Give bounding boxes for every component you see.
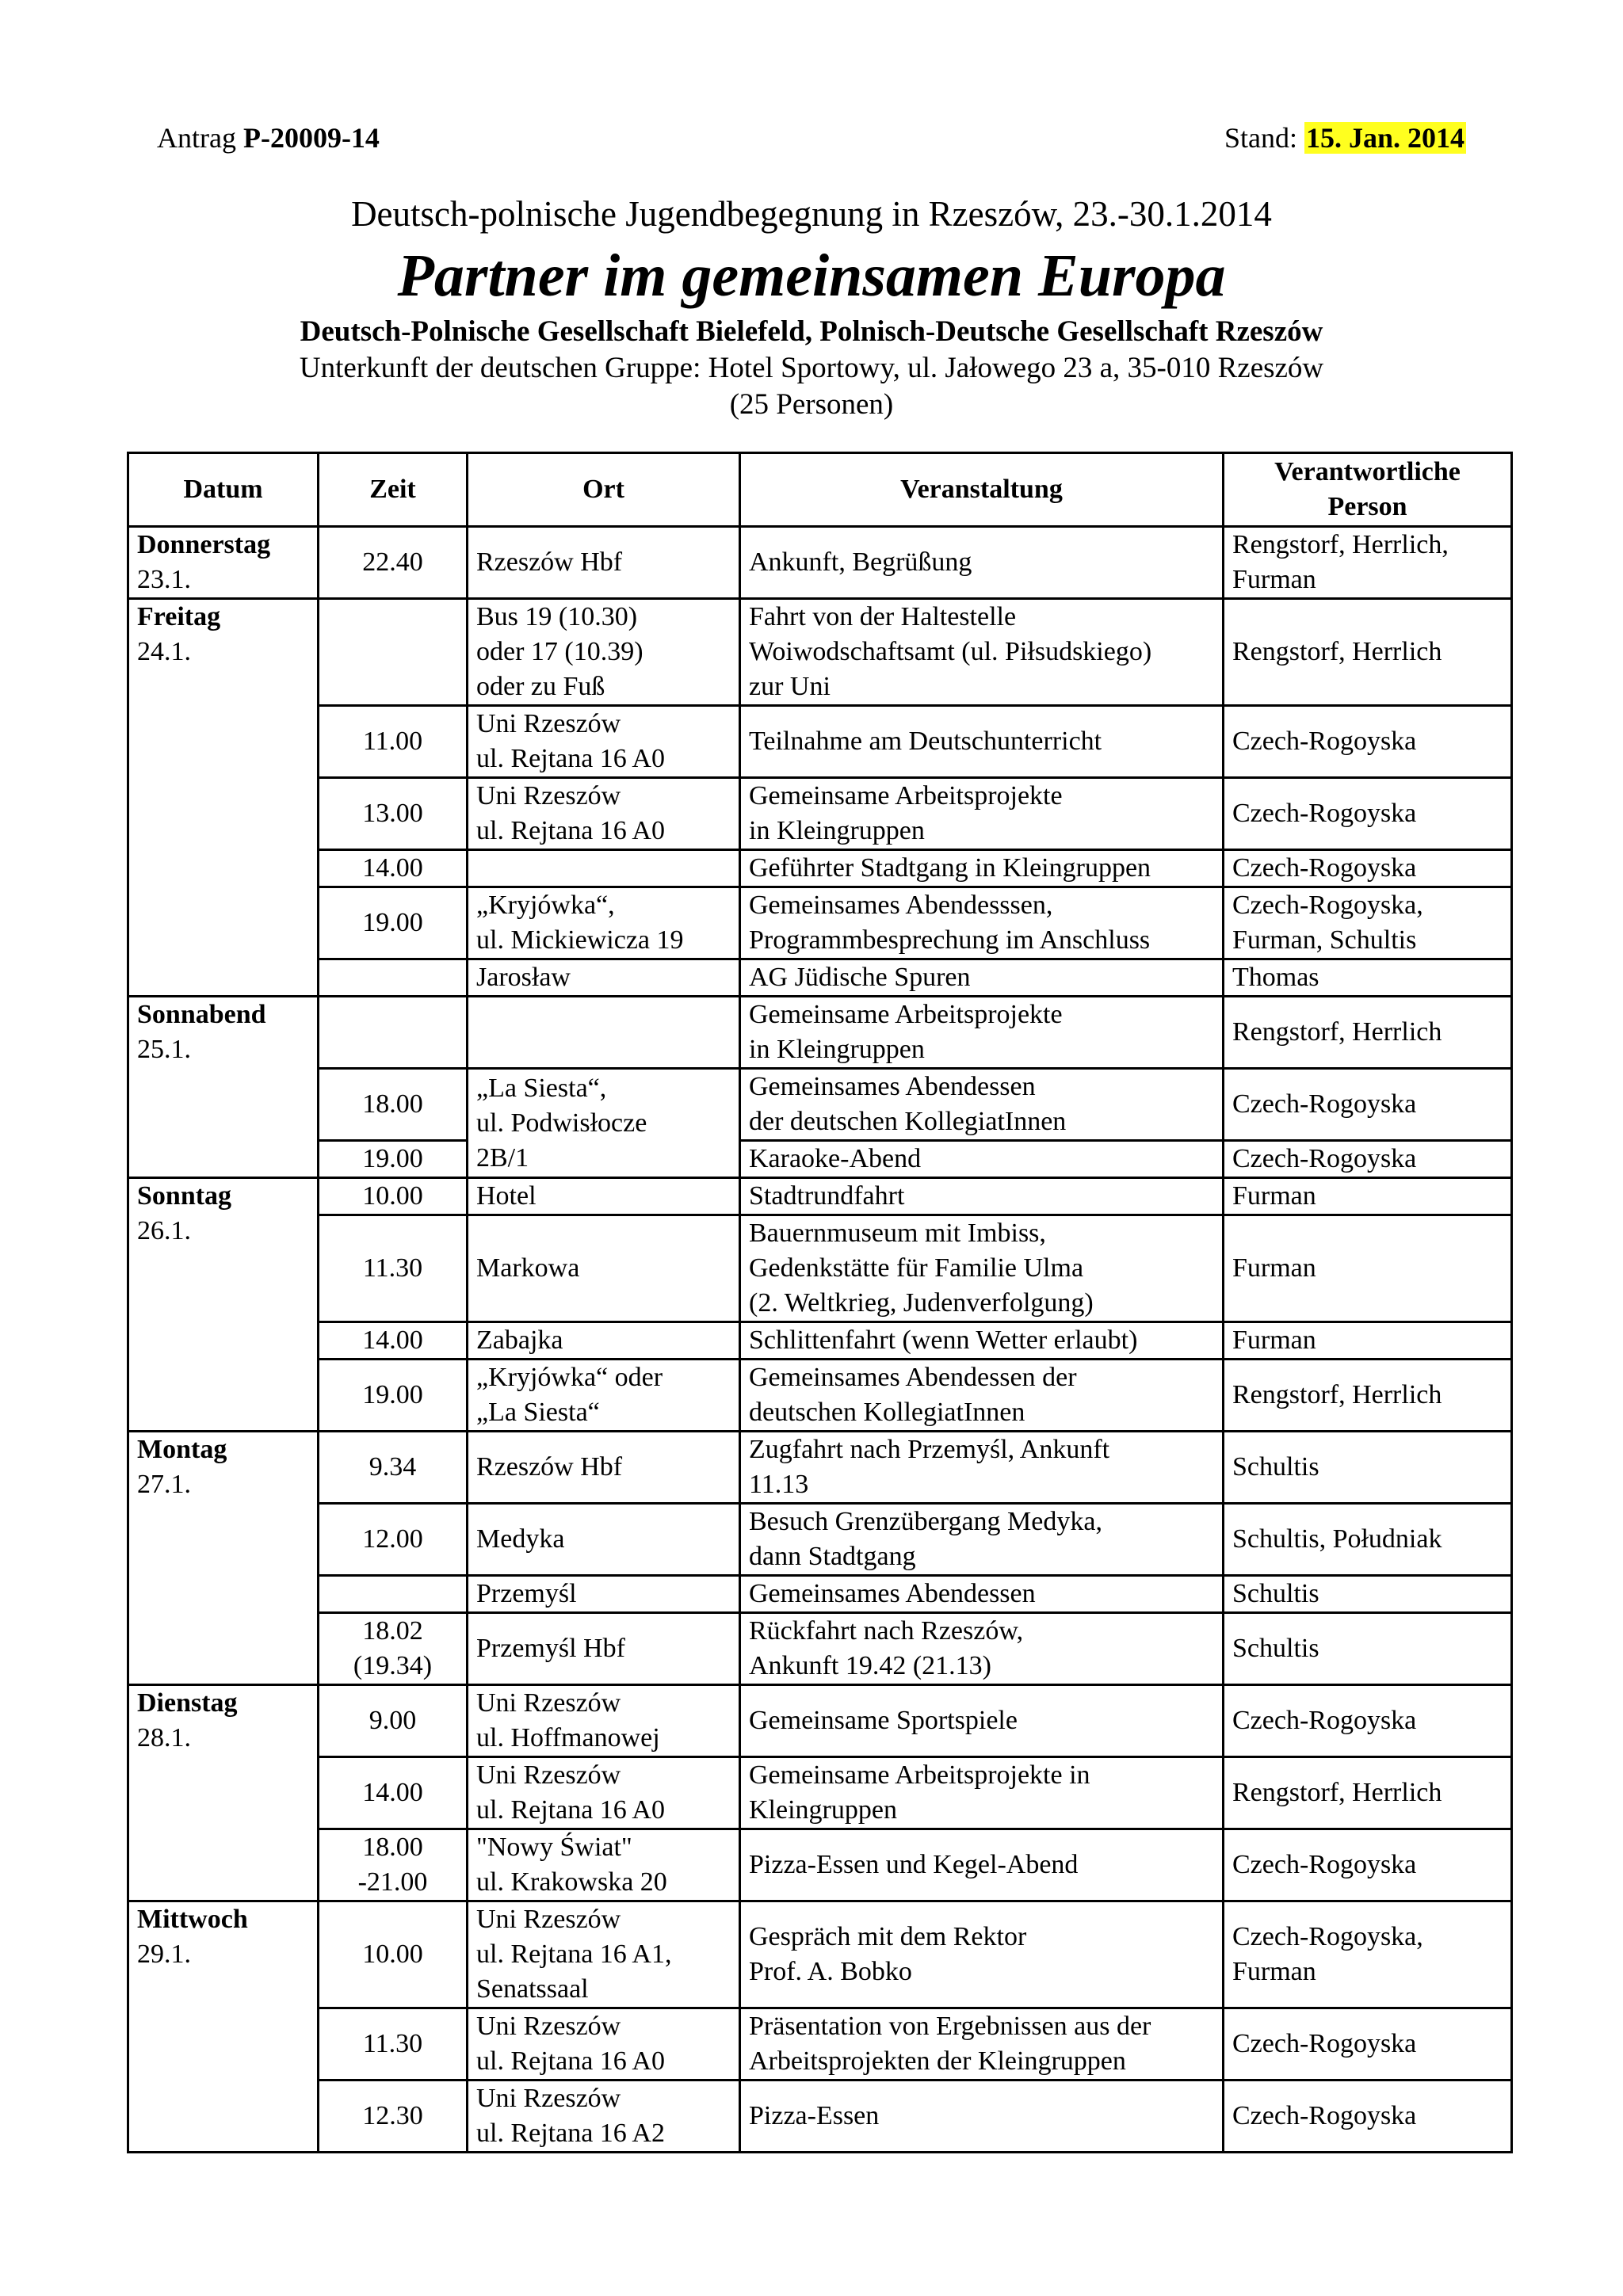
person-cell xyxy=(1224,1685,1512,1757)
cell-line: 18.02 xyxy=(362,1616,423,1646)
day-cell xyxy=(128,1178,319,1432)
cell-line: Gemeinsames Abendesssen, xyxy=(749,891,1053,920)
time-cell xyxy=(319,850,468,887)
time-cell xyxy=(319,599,468,706)
event-subtitle: Deutsch-polnische Jugendbegegnung in Rzeszów, 23.-30.1.2014 xyxy=(351,194,1272,234)
cell-line: ul. Rejtana 16 A0 xyxy=(476,2046,665,2076)
time-cell xyxy=(319,1685,468,1757)
cell-line: (19.34) xyxy=(353,1651,433,1680)
cell-line: Schultis xyxy=(1232,1634,1319,1663)
time-cell xyxy=(319,778,468,850)
person-cell xyxy=(1224,1504,1512,1576)
time-cell xyxy=(319,1141,468,1178)
cell-line: Czech-Rogoyska xyxy=(1232,2101,1417,2130)
day-date: 27.1. xyxy=(137,1470,191,1499)
table-row xyxy=(128,1613,1512,1685)
person-cell xyxy=(1224,1432,1512,1504)
person-cell xyxy=(1224,1901,1512,2008)
cell-line: ul. Krakowska 20 xyxy=(476,1867,667,1897)
time-cell xyxy=(319,1178,468,1215)
day-cell xyxy=(128,1685,319,1901)
cell-line: Gedenkstätte für Familie Ulma xyxy=(749,1253,1084,1283)
cell-line: Uni Rzeszów xyxy=(476,1760,621,1790)
table-row xyxy=(128,2008,1512,2081)
event-cell xyxy=(740,1685,1224,1757)
place-cell xyxy=(468,1504,740,1576)
cell-line: Czech-Rogoyska xyxy=(1232,799,1417,828)
person-cell xyxy=(1224,887,1512,959)
cell-line: ul. Rejtana 16 A1, xyxy=(476,1939,672,1969)
header-person-line2: Person xyxy=(1327,492,1407,521)
time-cell xyxy=(319,887,468,959)
table-row xyxy=(128,1901,1512,2008)
cell-line: Rengstorf, Herrlich xyxy=(1232,1017,1442,1047)
person-cell xyxy=(1224,997,1512,1069)
time-cell xyxy=(319,1757,468,1829)
place-cell xyxy=(468,1685,740,1757)
person-cell xyxy=(1224,1069,1512,1141)
day-name: Mittwoch xyxy=(137,1905,248,1934)
cell-line: 11.00 xyxy=(362,727,423,756)
cell-line: 10.00 xyxy=(362,1939,423,1969)
cell-line: Schultis xyxy=(1232,1579,1319,1608)
day-date: 24.1. xyxy=(137,637,191,666)
time-cell xyxy=(319,1215,468,1322)
time-cell xyxy=(319,527,468,599)
cell-line: Schultis, Południak xyxy=(1232,1524,1442,1554)
time-cell xyxy=(319,1432,468,1504)
table-row xyxy=(128,997,1512,1069)
day-name: Sonntag xyxy=(137,1181,232,1211)
header-person-line1: Verantwortliche xyxy=(1274,457,1461,486)
cell-line: in Kleingruppen xyxy=(749,816,925,845)
time-cell xyxy=(319,997,468,1069)
cell-line: Gemeinsame Arbeitsprojekte in xyxy=(749,1760,1090,1790)
cell-line: Czech-Rogoyska xyxy=(1232,727,1417,756)
event-cell xyxy=(740,1901,1224,2008)
table-row xyxy=(128,1829,1512,1901)
cell-line: Czech-Rogoyska xyxy=(1232,853,1417,883)
table-header-row xyxy=(128,453,1512,527)
time-cell xyxy=(319,1576,468,1613)
cell-line: Zabajka xyxy=(476,1325,563,1355)
cell-line: Furman xyxy=(1232,1957,1316,1986)
table-row xyxy=(128,1685,1512,1757)
document-meta-line xyxy=(157,117,1466,158)
person-cell xyxy=(1224,2008,1512,2081)
person-cell xyxy=(1224,599,1512,706)
cell-line: ul. Rejtana 16 A0 xyxy=(476,816,665,845)
cell-line: Rzeszów Hbf xyxy=(476,1452,623,1482)
table-row xyxy=(128,1215,1512,1322)
cell-line: „La Siesta“, xyxy=(476,1073,607,1103)
cell-line: 14.00 xyxy=(362,853,423,883)
cell-line: „Kryjówka“ oder xyxy=(476,1363,663,1392)
cell-line: Furman xyxy=(1232,1253,1316,1283)
header-datum: Datum xyxy=(128,453,319,527)
table-row xyxy=(128,1360,1512,1432)
cell-line: 19.00 xyxy=(362,1144,423,1173)
place-cell xyxy=(468,1322,740,1360)
cell-line: oder 17 (10.39) xyxy=(476,637,643,666)
event-cell xyxy=(740,1829,1224,1901)
cell-line: Geführter Stadtgang in Kleingruppen xyxy=(749,853,1151,883)
cell-line: Czech-Rogoyska, xyxy=(1232,891,1423,920)
event-cell xyxy=(740,706,1224,778)
cell-line: 19.00 xyxy=(362,1380,423,1409)
cell-line: Zugfahrt nach Przemyśl, Ankunft xyxy=(749,1435,1110,1464)
time-cell xyxy=(319,1504,468,1576)
place-cell xyxy=(468,1757,740,1829)
cell-line: Czech-Rogoyska xyxy=(1232,1706,1417,1735)
place-cell xyxy=(468,706,740,778)
day-cell xyxy=(128,1432,319,1685)
day-cell xyxy=(128,1901,319,2153)
cell-line: oder zu Fuß xyxy=(476,672,605,701)
day-date: 26.1. xyxy=(137,1216,191,1245)
day-cell xyxy=(128,599,319,997)
table-row xyxy=(128,1178,1512,1215)
cell-line: 12.00 xyxy=(362,1524,423,1554)
cell-line: Bus 19 (10.30) xyxy=(476,602,638,631)
cell-line: Czech-Rogoyska xyxy=(1232,1144,1417,1173)
person-cell xyxy=(1224,1322,1512,1360)
header-veranstaltung: Veranstaltung xyxy=(740,453,1224,527)
cell-line: AG Jüdische Spuren xyxy=(749,963,971,992)
cell-line: 18.00 xyxy=(362,1833,423,1862)
cell-line: Kleingruppen xyxy=(749,1795,897,1825)
cell-line: Gemeinsame Arbeitsprojekte xyxy=(749,781,1063,810)
cell-line: zur Uni xyxy=(749,672,831,701)
event-cell xyxy=(740,850,1224,887)
day-date: 29.1. xyxy=(137,1939,191,1969)
cell-line: Stadtrundfahrt xyxy=(749,1181,905,1211)
event-cell xyxy=(740,527,1224,599)
time-cell xyxy=(319,2081,468,2153)
table-row xyxy=(128,959,1512,997)
cell-line: Karaoke-Abend xyxy=(749,1144,922,1173)
day-name: Dienstag xyxy=(137,1688,238,1718)
accommodation-info: Unterkunft der deutschen Gruppe: Hotel Sportowy, ul. Jałowego 23 a, 35-010 Rzeszów xyxy=(299,352,1324,384)
cell-line: Furman xyxy=(1232,1181,1316,1211)
cell-line: Teilnahme am Deutschunterricht xyxy=(749,727,1102,756)
cell-line: Pizza-Essen und Kegel-Abend xyxy=(749,1850,1079,1879)
event-cell xyxy=(740,887,1224,959)
table-row xyxy=(128,887,1512,959)
cell-line: 9.00 xyxy=(369,1706,417,1735)
person-cell xyxy=(1224,1829,1512,1901)
cell-line: 13.00 xyxy=(362,799,423,828)
cell-line: Schlittenfahrt (wenn Wetter erlaubt) xyxy=(749,1325,1138,1355)
event-cell xyxy=(740,1322,1224,1360)
cell-line: ul. Rejtana 16 A0 xyxy=(476,1795,665,1825)
cell-line: der deutschen KollegiatInnen xyxy=(749,1107,1067,1136)
place-cell xyxy=(468,1613,740,1685)
person-cell xyxy=(1224,2081,1512,2153)
day-date: 23.1. xyxy=(137,565,191,594)
time-cell xyxy=(319,1360,468,1432)
organizations: Deutsch-Polnische Gesellschaft Bielefeld, Polnisch-Deutsche Gesellschaft Rzeszów xyxy=(300,315,1323,348)
participant-count: (25 Personen) xyxy=(729,388,894,421)
stand-date-highlight: 15. Jan. 2014 xyxy=(1305,122,1465,154)
cell-line: Czech-Rogoyska, xyxy=(1232,1922,1423,1951)
cell-line: Furman xyxy=(1232,1325,1316,1355)
table-row xyxy=(128,706,1512,778)
stand-label: Stand: xyxy=(1224,122,1297,154)
status-date xyxy=(1224,117,1466,158)
person-cell xyxy=(1224,1757,1512,1829)
cell-line: Uni Rzeszów xyxy=(476,2012,621,2041)
cell-line: Markowa xyxy=(476,1253,580,1283)
cell-line: ul. Rejtana 16 A0 xyxy=(476,744,665,773)
cell-line: Schultis xyxy=(1232,1452,1319,1482)
cell-line: Czech-Rogoyska xyxy=(1232,1850,1417,1879)
event-cell xyxy=(740,1432,1224,1504)
cell-line: Gemeinsames Abendessen xyxy=(749,1072,1036,1101)
person-cell xyxy=(1224,1613,1512,1685)
cell-line: ul. Rejtana 16 A2 xyxy=(476,2119,665,2148)
cell-line: Rzeszów Hbf xyxy=(476,547,623,577)
day-name: Sonnabend xyxy=(137,1000,266,1029)
event-cell xyxy=(740,1215,1224,1322)
event-cell xyxy=(740,997,1224,1069)
cell-line: Uni Rzeszów xyxy=(476,1905,621,1934)
place-cell xyxy=(468,1576,740,1613)
cell-line: 14.00 xyxy=(362,1778,423,1807)
cell-line: deutschen KollegiatInnen xyxy=(749,1398,1025,1427)
person-cell xyxy=(1224,706,1512,778)
person-cell xyxy=(1224,527,1512,599)
place-cell xyxy=(468,527,740,599)
cell-line: Präsentation von Ergebnissen aus der xyxy=(749,2012,1151,2041)
place-cell xyxy=(468,2008,740,2081)
cell-line: Fahrt von der Haltestelle xyxy=(749,602,1017,631)
cell-line: "Nowy Świat" xyxy=(476,1833,632,1862)
place-cell xyxy=(468,997,740,1069)
day-date: 25.1. xyxy=(137,1035,191,1064)
cell-line: -21.00 xyxy=(357,1867,428,1897)
cell-line: Przemyśl Hbf xyxy=(476,1634,625,1663)
table-row xyxy=(128,778,1512,850)
person-cell xyxy=(1224,1215,1512,1322)
time-cell xyxy=(319,2008,468,2081)
cell-line: dann Stadtgang xyxy=(749,1542,916,1571)
cell-line: Furman, Schultis xyxy=(1232,925,1417,955)
day-cell xyxy=(128,527,319,599)
cell-line: Gemeinsames Abendessen der xyxy=(749,1363,1077,1392)
time-cell xyxy=(319,706,468,778)
person-cell xyxy=(1224,1360,1512,1432)
event-cell xyxy=(740,778,1224,850)
place-cell xyxy=(468,2081,740,2153)
event-cell xyxy=(740,1360,1224,1432)
cell-line: (2. Weltkrieg, Judenverfolgung) xyxy=(749,1288,1094,1318)
person-cell xyxy=(1224,1141,1512,1178)
time-cell xyxy=(319,1829,468,1901)
table-row xyxy=(128,599,1512,706)
day-date: 28.1. xyxy=(137,1723,191,1753)
table-row xyxy=(128,1757,1512,1829)
cell-line: Furman xyxy=(1232,565,1316,594)
document-header xyxy=(0,190,1623,423)
time-cell xyxy=(319,959,468,997)
header-ort: Ort xyxy=(468,453,740,527)
cell-line: Ankunft, Begrüßung xyxy=(749,547,972,577)
cell-line: 22.40 xyxy=(362,547,423,577)
place-cell xyxy=(468,599,740,706)
cell-line: Gespräch mit dem Rektor xyxy=(749,1922,1027,1951)
event-cell xyxy=(740,1178,1224,1215)
table-row xyxy=(128,1069,1512,1141)
cell-line: Thomas xyxy=(1232,963,1319,992)
place-cell xyxy=(468,959,740,997)
person-cell xyxy=(1224,850,1512,887)
header-person xyxy=(1224,453,1512,527)
antrag-label: Antrag xyxy=(157,122,236,154)
application-number xyxy=(157,117,380,158)
event-cell xyxy=(740,1069,1224,1141)
cell-line: Czech-Rogoyska xyxy=(1232,2029,1417,2058)
cell-line: Pizza-Essen xyxy=(749,2101,880,2130)
person-cell xyxy=(1224,1576,1512,1613)
table-row xyxy=(128,2081,1512,2153)
cell-line: Czech-Rogoyska xyxy=(1232,1089,1417,1119)
day-name: Montag xyxy=(137,1435,227,1464)
cell-line: ul. Podwisłocze xyxy=(476,1108,647,1138)
cell-line: Uni Rzeszów xyxy=(476,2084,621,2113)
place-cell xyxy=(468,1215,740,1322)
cell-line: 11.30 xyxy=(362,2029,423,2058)
place-cell xyxy=(468,778,740,850)
place-cell xyxy=(468,1901,740,2008)
cell-line: Gemeinsame Arbeitsprojekte xyxy=(749,1000,1063,1029)
place-cell xyxy=(468,1432,740,1504)
cell-line: Rengstorf, Herrlich xyxy=(1232,1778,1442,1807)
cell-line: 2B/1 xyxy=(476,1142,529,1173)
place-cell xyxy=(468,1069,740,1178)
page-title: Partner im gemeinsamen Europa xyxy=(397,242,1226,309)
person-cell xyxy=(1224,959,1512,997)
day-name: Freitag xyxy=(137,602,221,631)
cell-line: Uni Rzeszów xyxy=(476,709,621,738)
event-cell xyxy=(740,959,1224,997)
cell-line: Bauernmuseum mit Imbiss, xyxy=(749,1219,1046,1248)
header-zeit: Zeit xyxy=(319,453,468,527)
cell-line: „La Siesta“ xyxy=(476,1398,600,1427)
table-row xyxy=(128,1322,1512,1360)
cell-line: Ankunft 19.42 (21.13) xyxy=(749,1651,991,1680)
time-cell xyxy=(319,1322,468,1360)
table-row xyxy=(128,1141,1512,1178)
event-cell xyxy=(740,2081,1224,2153)
cell-line: 18.00 xyxy=(362,1089,423,1119)
day-cell xyxy=(128,997,319,1178)
cell-line: Rengstorf, Herrlich, xyxy=(1232,530,1449,559)
place-cell xyxy=(468,1178,740,1215)
cell-line: 11.13 xyxy=(749,1470,809,1499)
cell-line: Jarosław xyxy=(476,963,571,992)
cell-line: Gemeinsame Sportspiele xyxy=(749,1706,1018,1735)
table-row xyxy=(128,1576,1512,1613)
cell-line: Woiwodschaftsamt (ul. Piłsudskiego) xyxy=(749,637,1152,666)
event-cell xyxy=(740,1576,1224,1613)
cell-line: Rückfahrt nach Rzeszów, xyxy=(749,1616,1024,1646)
cell-line: Uni Rzeszów xyxy=(476,1688,621,1718)
cell-line: 11.30 xyxy=(362,1253,423,1283)
cell-line: Arbeitsprojekten der Kleingruppen xyxy=(749,2046,1126,2076)
place-cell xyxy=(468,850,740,887)
cell-line: 10.00 xyxy=(362,1181,423,1211)
schedule-table xyxy=(127,452,1513,2153)
cell-line: Hotel xyxy=(476,1181,537,1211)
cell-line: 9.34 xyxy=(369,1452,417,1482)
cell-line: Uni Rzeszów xyxy=(476,781,621,810)
schedule-body xyxy=(128,527,1512,2153)
cell-line: Gemeinsames Abendessen xyxy=(749,1579,1036,1608)
day-name: Donnerstag xyxy=(137,530,271,559)
table-row xyxy=(128,527,1512,599)
cell-line: Medyka xyxy=(476,1524,565,1554)
antrag-number: P-20009-14 xyxy=(242,122,380,154)
cell-line: 12.30 xyxy=(362,2101,423,2130)
cell-line: in Kleingruppen xyxy=(749,1035,925,1064)
cell-line: Besuch Grenzübergang Medyka, xyxy=(749,1507,1102,1536)
event-cell xyxy=(740,1504,1224,1576)
place-cell xyxy=(468,887,740,959)
cell-line: „Kryjówka“, xyxy=(476,891,615,920)
cell-line: Rengstorf, Herrlich xyxy=(1232,1380,1442,1409)
cell-line: ul. Mickiewicza 19 xyxy=(476,925,684,955)
cell-line: Senatssaal xyxy=(476,1974,589,2004)
cell-line: Prof. A. Bobko xyxy=(749,1957,912,1986)
event-cell xyxy=(740,1613,1224,1685)
time-cell xyxy=(319,1069,468,1141)
place-cell xyxy=(468,1829,740,1901)
table-row xyxy=(128,850,1512,887)
table-row xyxy=(128,1432,1512,1504)
place-cell xyxy=(468,1360,740,1432)
person-cell xyxy=(1224,778,1512,850)
cell-line: ul. Hoffmanowej xyxy=(476,1723,660,1753)
time-cell xyxy=(319,1901,468,2008)
person-cell xyxy=(1224,1178,1512,1215)
event-cell xyxy=(740,1141,1224,1178)
event-cell xyxy=(740,2008,1224,2081)
event-cell xyxy=(740,1757,1224,1829)
cell-line: Programmbesprechung im Anschluss xyxy=(749,925,1151,955)
table-row xyxy=(128,1504,1512,1576)
cell-line: Przemyśl xyxy=(476,1579,577,1608)
cell-line: Rengstorf, Herrlich xyxy=(1232,637,1442,666)
cell-line: 14.00 xyxy=(362,1325,423,1355)
cell-line: 19.00 xyxy=(362,908,423,937)
time-cell xyxy=(319,1613,468,1685)
event-cell xyxy=(740,599,1224,706)
